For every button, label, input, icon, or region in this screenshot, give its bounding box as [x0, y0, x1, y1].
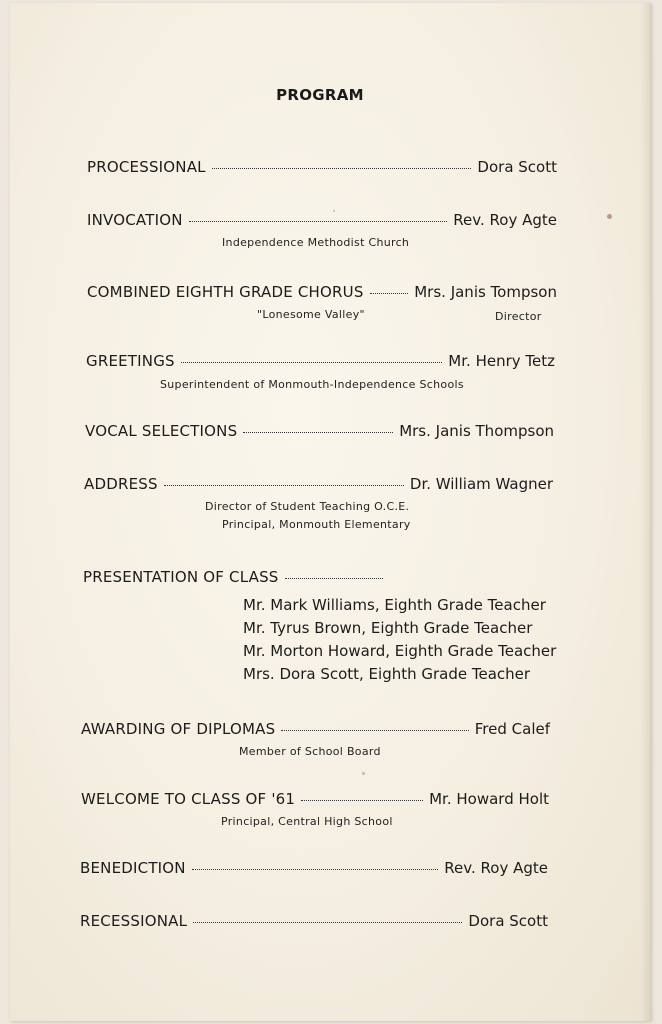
- dot-leader: [243, 432, 393, 433]
- processional-row: [87, 158, 557, 176]
- diplomas-row: [81, 720, 550, 738]
- paper-speck: [607, 214, 612, 219]
- invocation-affiliation: Independence Methodist Church: [222, 236, 410, 249]
- dot-leader: [285, 578, 383, 579]
- chorus-song: "Lonesome Valley": [257, 308, 365, 321]
- teacher-line: Mr. Tyrus Brown, Eighth Grade Teacher: [243, 619, 533, 637]
- vocal-name: Mrs. Janis Thompson: [399, 422, 554, 440]
- dot-leader: [281, 730, 468, 731]
- greetings-label: GREETINGS: [86, 352, 175, 370]
- diplomas-label: AWARDING OF DIPLOMAS: [81, 720, 276, 738]
- welcome-affiliation: Principal, Central High School: [221, 815, 393, 828]
- address-title-1: Director of Student Teaching O.C.E.: [205, 500, 410, 513]
- dot-leader: [181, 362, 443, 363]
- presentation-row: [83, 568, 389, 586]
- teacher-line: Mr. Mark Williams, Eighth Grade Teacher: [243, 596, 546, 614]
- dot-leader: [212, 168, 472, 169]
- presentation-label: PRESENTATION OF CLASS: [83, 568, 279, 586]
- processional-label: PROCESSIONAL: [87, 158, 206, 176]
- teacher-line: Mrs. Dora Scott, Eighth Grade Teacher: [243, 665, 531, 683]
- invocation-label: INVOCATION: [87, 211, 183, 229]
- greetings-name: Mr. Henry Tetz: [448, 352, 555, 370]
- dot-leader: [370, 293, 409, 294]
- welcome-row: [81, 790, 549, 808]
- chorus-row: [87, 283, 557, 301]
- paper-speck: [362, 772, 365, 775]
- dot-leader: [301, 800, 423, 801]
- benediction-label: BENEDICTION: [80, 859, 186, 877]
- diplomas-name: Fred Calef: [474, 720, 550, 738]
- dot-leader: [192, 869, 439, 870]
- chorus-label: COMBINED EIGHTH GRADE CHORUS: [87, 283, 364, 301]
- page-fold-shadow: [640, 3, 650, 1021]
- vocal-row: [85, 422, 554, 440]
- dot-leader: [164, 485, 404, 486]
- diplomas-affiliation: Member of School Board: [239, 745, 381, 758]
- welcome-label: WELCOME TO CLASS OF '61: [81, 790, 296, 808]
- welcome-name: Mr. Howard Holt: [429, 790, 549, 808]
- recessional-name: Dora Scott: [468, 912, 548, 930]
- benediction-name: Rev. Roy Agte: [444, 859, 548, 877]
- dot-leader: [193, 922, 462, 923]
- benediction-row: [80, 859, 548, 877]
- address-label: ADDRESS: [84, 475, 158, 493]
- recessional-label: RECESSIONAL: [80, 912, 188, 930]
- greetings-row: [86, 352, 555, 370]
- invocation-name: Rev. Roy Agte: [453, 211, 557, 229]
- greetings-affiliation: Superintendent of Monmouth-Independence Schools: [160, 378, 464, 391]
- chorus-role: Director: [495, 310, 542, 323]
- teacher-line: Mr. Morton Howard, Eighth Grade Teacher: [243, 642, 557, 660]
- address-name: Dr. William Wagner: [409, 475, 553, 493]
- dot-leader: [189, 221, 448, 222]
- invocation-row: [87, 211, 557, 229]
- program-title: PROGRAM: [276, 86, 364, 104]
- address-title-2: Principal, Monmouth Elementary: [222, 518, 411, 531]
- address-row: [84, 475, 553, 493]
- vocal-label: VOCAL SELECTIONS: [85, 422, 238, 440]
- processional-name: Dora Scott: [477, 158, 557, 176]
- paper-speck: [333, 210, 335, 212]
- chorus-name: Mrs. Janis Tompson: [414, 283, 557, 301]
- recessional-row: [80, 912, 548, 930]
